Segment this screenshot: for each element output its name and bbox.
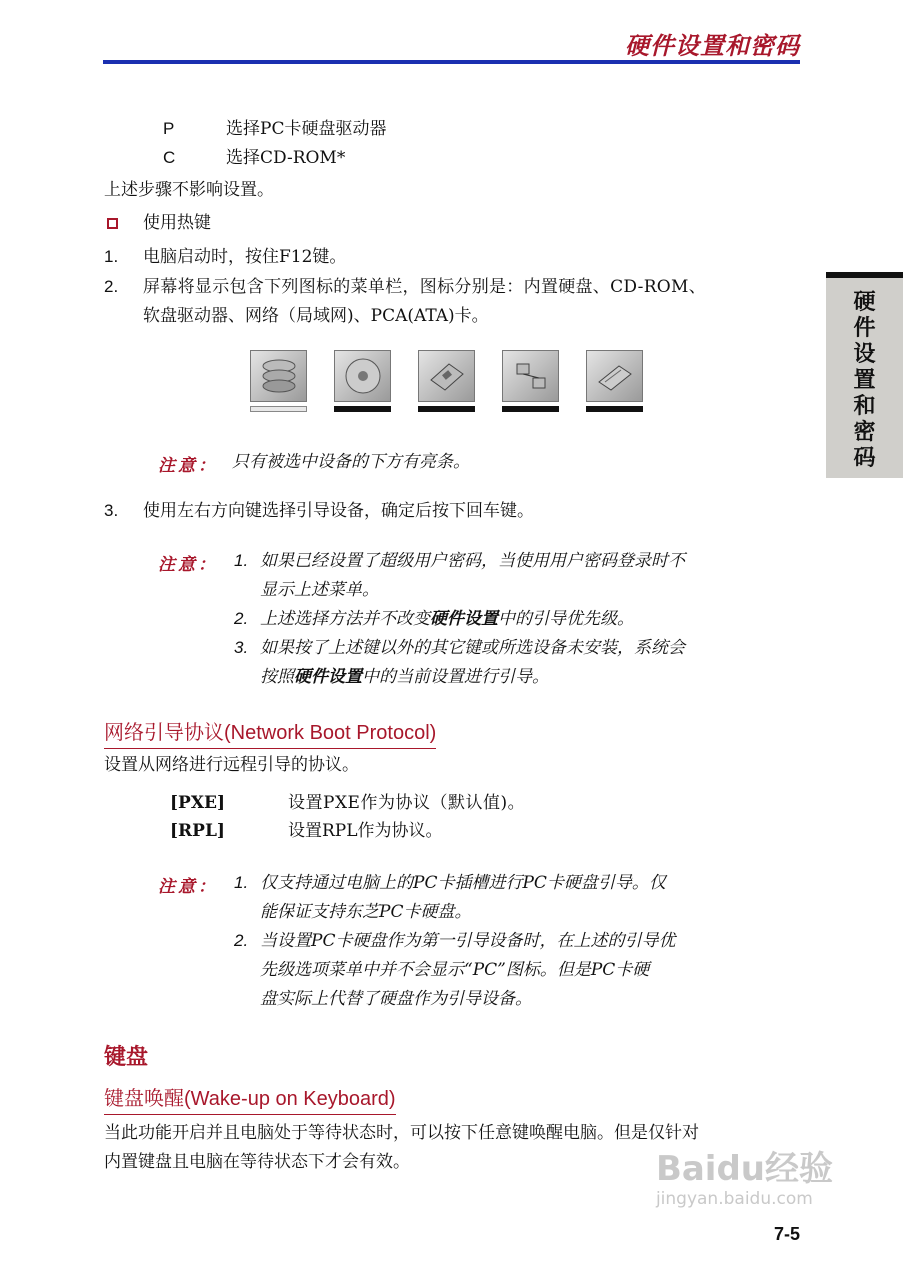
note-label: 注意： (158, 555, 218, 575)
boot-key-p-desc: 选择PC卡硬盘驱动器 (226, 119, 387, 139)
chapter-side-tab (826, 272, 903, 478)
checkbox-bullet-icon (107, 218, 118, 229)
hotkey-label: 使用热键 (143, 213, 211, 233)
side-tab-char: 硬 (853, 290, 876, 315)
step-text: 使用左右方向键选择引导设备，确定后按下回车键。 (143, 501, 534, 521)
step-number: 1. (104, 247, 119, 266)
header-rule (103, 60, 800, 64)
note-label: 注意： (158, 456, 218, 476)
network-boot-heading: 网络引导协议(Network Boot Protocol) (104, 716, 436, 749)
boot-key-p: P (163, 119, 175, 138)
boot-key-c-desc: 选择CD-ROM* (226, 148, 346, 168)
step-text: 电脑启动时，按住F12键。 (143, 247, 347, 267)
note-item-text: 上述选择方法并不改变硬件设置中的引导优先级。 (260, 609, 634, 629)
hardware-setup-term: 硬件设置 (294, 667, 362, 687)
side-tab-char: 码 (853, 446, 876, 471)
note-label: 注意： (158, 877, 218, 897)
option-key-pxe: [PXE] (170, 793, 226, 813)
note-item-text-cont: 显示上述菜单。 (260, 580, 379, 600)
note-item-number: 1. (234, 551, 249, 570)
hardware-setup-term: 硬件设置 (430, 609, 498, 629)
option-key-rpl: [RPL] (170, 821, 225, 841)
cdrom-icon (334, 350, 391, 412)
watermark-url: jingyan.baidu.com (655, 1189, 813, 1209)
note-item-number: 2. (234, 609, 249, 628)
hdd-icon (250, 350, 307, 412)
side-tab-char: 设 (853, 342, 876, 367)
step-text: 屏幕将显示包含下列图标的菜单栏，图标分别是：内置硬盘、CD-ROM、 (143, 277, 707, 297)
side-tab-char: 密 (853, 420, 876, 445)
network-icon (502, 350, 559, 412)
page-number: 7-5 (773, 1224, 800, 1244)
note-item-text-cont: 按照硬件设置中的当前设置进行引导。 (260, 667, 549, 687)
selection-bar-active (250, 406, 307, 412)
boot-key-c: C (163, 148, 176, 167)
floppy-icon (418, 350, 475, 412)
note-item-text-cont: 先级选项菜单中并不会显示“PC”图标。但是PC卡硬 (260, 960, 650, 980)
step-text-cont: 软盘驱动器、网络（局域网)、PCA(ATA)卡。 (143, 306, 489, 326)
selection-bar (418, 406, 475, 412)
selection-bar (502, 406, 559, 412)
baidu-watermark (656, 1150, 833, 1210)
option-desc-rpl: 设置RPL作为协议。 (288, 821, 443, 841)
boot-device-icons (250, 350, 643, 412)
step-number: 2. (104, 277, 119, 296)
note-item-text-cont: 盘实际上代替了硬盘作为引导设备。 (260, 989, 532, 1009)
note-text: 只有被选中设备的下方有亮条。 (232, 452, 470, 472)
keyboard-wakeup-heading: 键盘唤醒(Wake-up on Keyboard) (104, 1082, 396, 1115)
page-header-title: 硬件设置和密码 (625, 32, 800, 60)
no-effect-text: 上述步骤不影响设置。 (104, 180, 274, 200)
side-tab-char: 件 (853, 316, 876, 341)
keyboard-heading: 键盘 (104, 1044, 149, 1069)
note-item-text-cont: 能保证支持东芝PC卡硬盘。 (260, 902, 472, 922)
selection-bar (586, 406, 643, 412)
keyboard-wakeup-text: 当此功能开启并且电脑处于等待状态时，可以按下任意键唤醒电脑。但是仅针对 (104, 1123, 699, 1143)
pccard-icon (586, 350, 643, 412)
side-tab-char: 和 (853, 394, 876, 419)
option-desc-pxe: 设置PXE作为协议（默认值)。 (288, 793, 526, 813)
note-item-text: 如果已经设置了超级用户密码，当使用用户密码登录时不 (260, 551, 685, 571)
network-boot-desc: 设置从网络进行远程引导的协议。 (104, 755, 359, 775)
note-item-number: 3. (234, 638, 249, 657)
note-item-text: 如果按了上述键以外的其它键或所选设备未安装，系统会 (260, 638, 685, 658)
step-number: 3. (104, 501, 119, 520)
watermark-logo-text: Baidu经验 (655, 1149, 833, 1189)
selection-bar (334, 406, 391, 412)
keyboard-wakeup-text-cont: 内置键盘且电脑在等待状态下才会有效。 (104, 1152, 410, 1172)
note-item-number: 1. (234, 873, 249, 892)
note-item-text: 当设置PC卡硬盘作为第一引导设备时，在上述的引导优 (260, 931, 676, 951)
note-item-text: 仅支持通过电脑上的PC卡插槽进行PC卡硬盘引导。仅 (260, 873, 666, 893)
side-tab-char: 置 (853, 368, 876, 393)
note-item-number: 2. (234, 931, 249, 950)
